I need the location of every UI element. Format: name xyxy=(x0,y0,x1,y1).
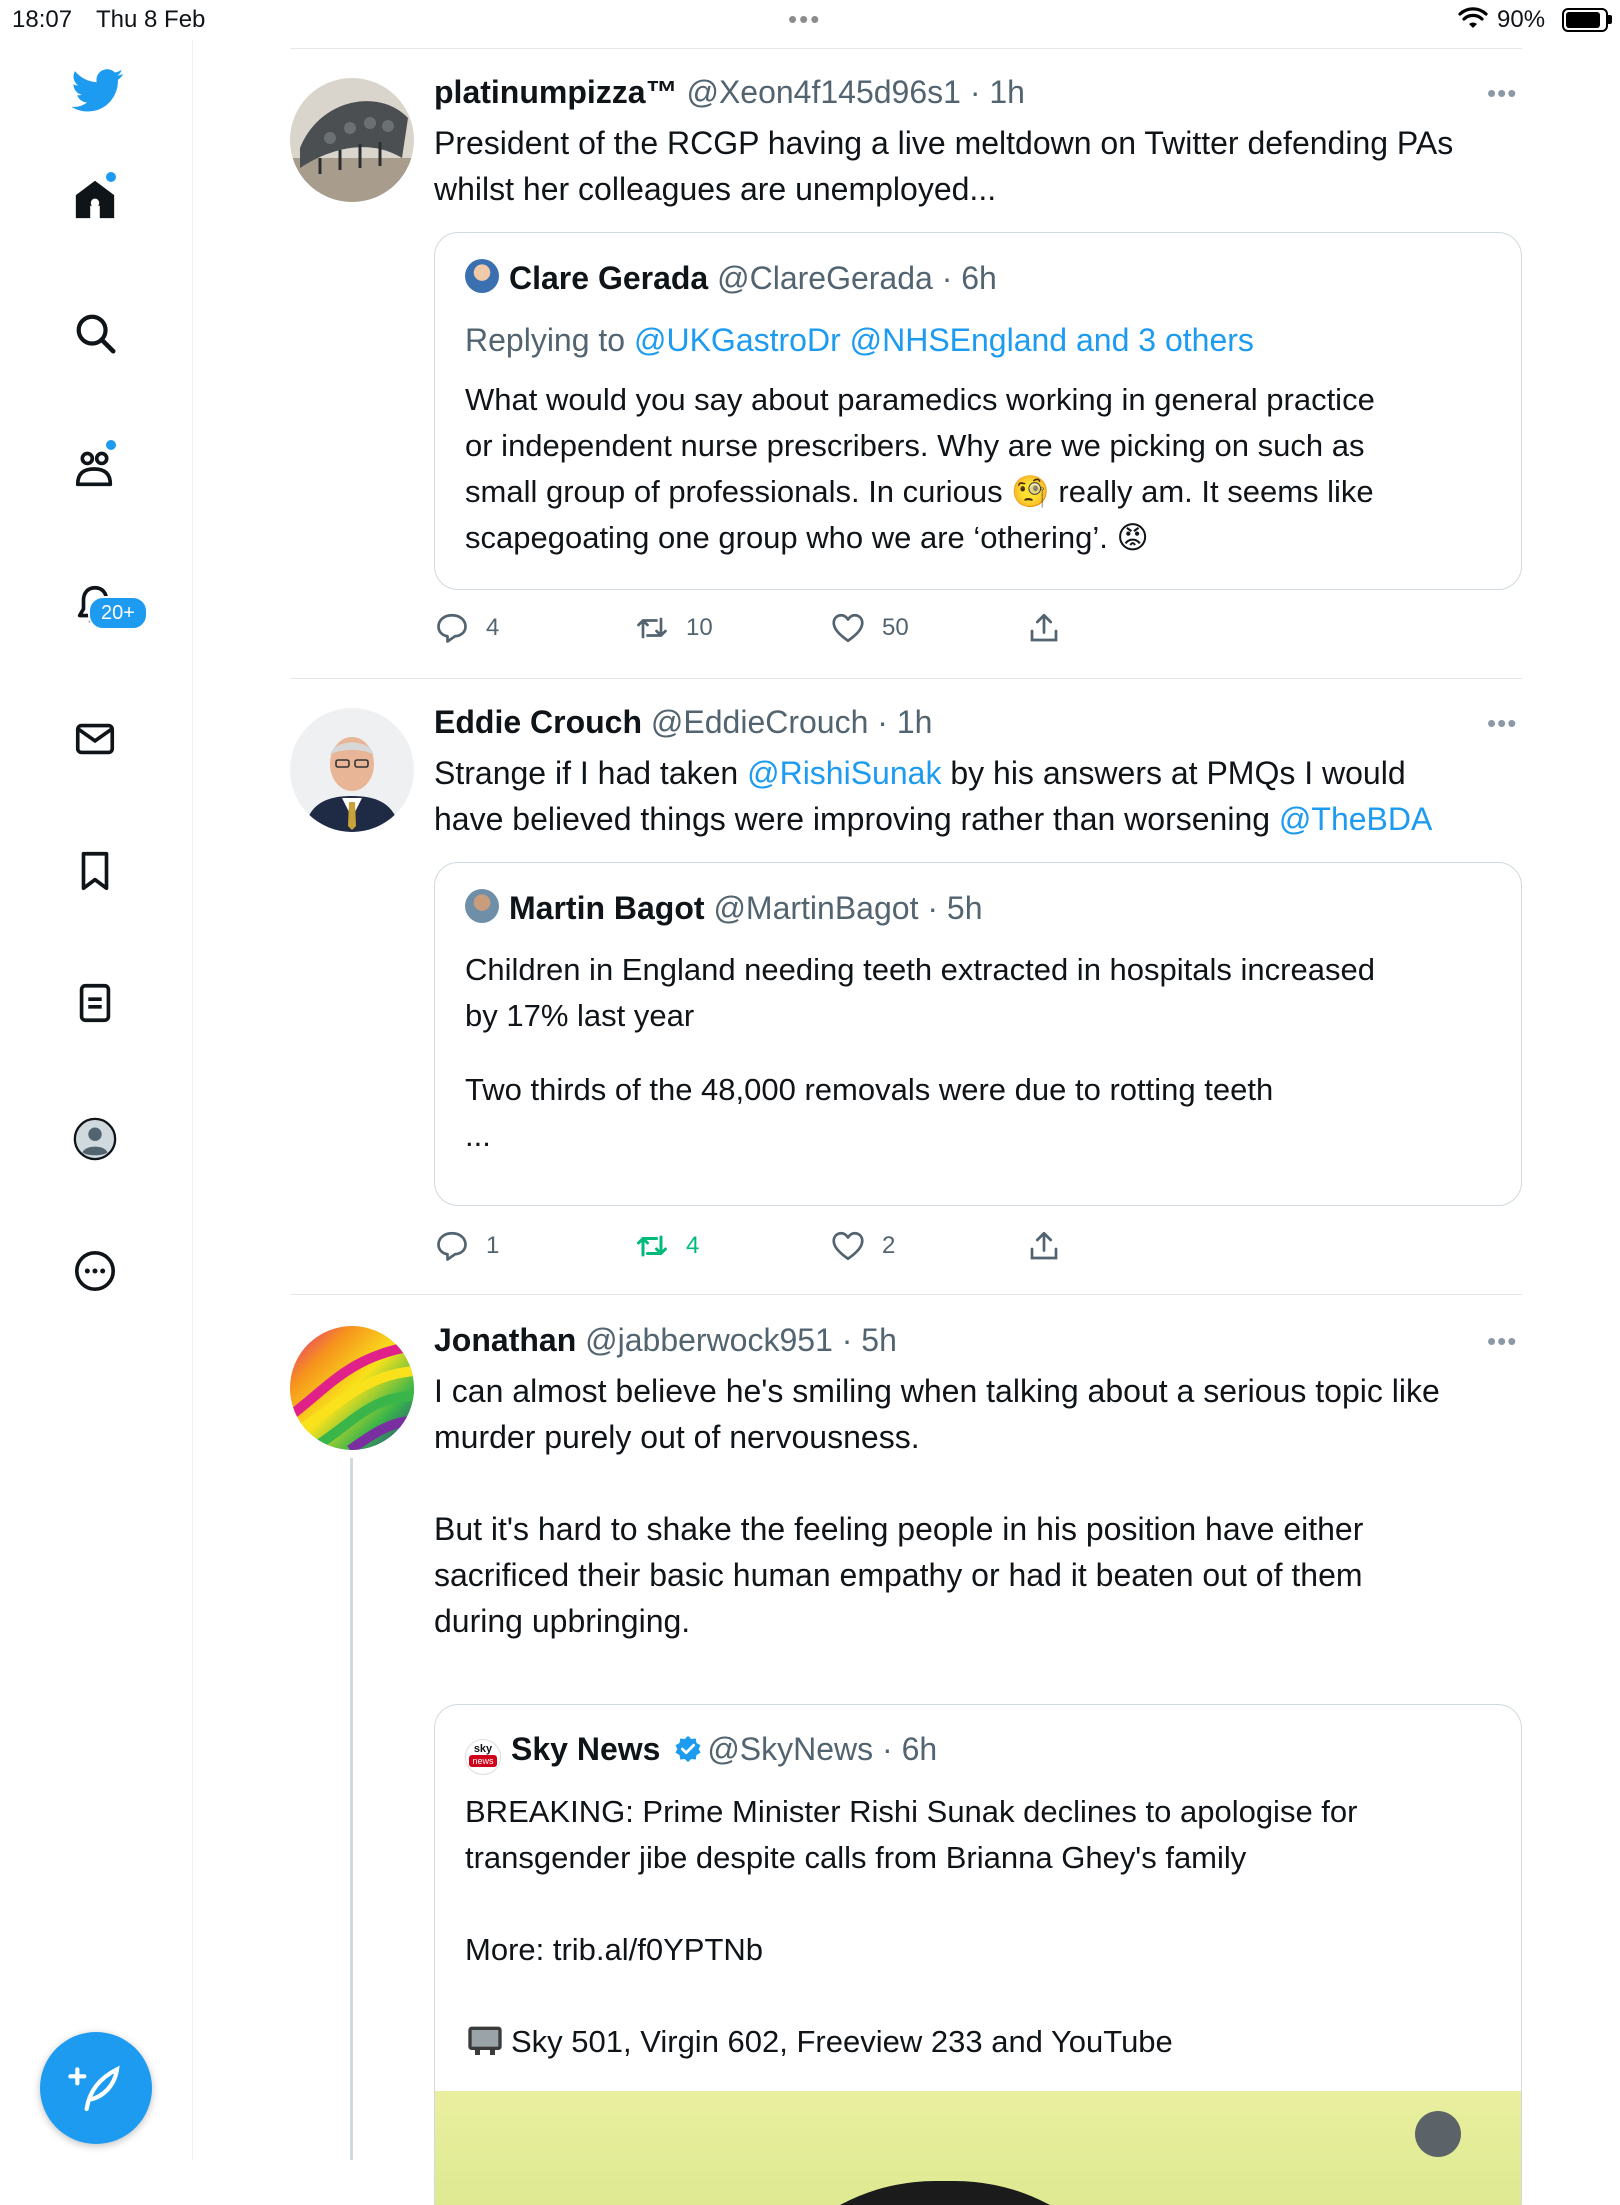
avatar[interactable] xyxy=(290,1326,414,1450)
messages-envelope-icon[interactable] xyxy=(72,716,118,762)
home-icon[interactable] xyxy=(72,176,118,222)
retweet-icon xyxy=(634,1228,670,1264)
reply-icon xyxy=(434,1228,470,1264)
author-handle[interactable]: @EddieCrouch xyxy=(650,704,869,740)
television-icon xyxy=(465,2020,505,2060)
home-unread-dot xyxy=(106,172,116,182)
author-name[interactable]: Eddie Crouch xyxy=(434,704,643,740)
retweet-button[interactable]: 10 xyxy=(634,608,713,648)
sidebar-nav xyxy=(0,40,193,2160)
quoted-tweet[interactable] xyxy=(434,232,1522,590)
tweet-time[interactable]: 5h xyxy=(861,1322,897,1358)
reply-button[interactable]: 1 xyxy=(434,1226,499,1266)
like-button[interactable]: 2 xyxy=(830,1226,895,1266)
tweet-time[interactable]: 1h xyxy=(989,74,1025,110)
share-icon xyxy=(1026,1228,1062,1264)
wifi-icon xyxy=(1458,6,1488,37)
verified-badge-icon xyxy=(673,1734,703,1764)
more-options-circle-icon[interactable] xyxy=(72,1248,118,1294)
tweet-card[interactable] xyxy=(192,40,1522,680)
quote-avatar xyxy=(465,259,499,293)
author-name[interactable]: platinumpizza™ xyxy=(434,74,678,110)
status-bar xyxy=(0,0,1620,40)
quoted-tweet[interactable] xyxy=(434,1704,1522,2205)
like-button[interactable]: 50 xyxy=(830,608,909,648)
tweet-header: Eddie Crouch @EddieCrouch · 1h xyxy=(434,704,933,740)
tweet-more-options-icon[interactable]: ••• xyxy=(1487,78,1518,108)
twitter-bird-logo-icon[interactable] xyxy=(72,64,124,116)
tweet-header: Jonathan @jabberwock951 · 5h xyxy=(434,1322,897,1358)
mention-link[interactable]: @RishiSunak xyxy=(747,755,942,791)
status-time: 18:07 xyxy=(12,6,73,33)
timeline-feed xyxy=(192,40,1522,2160)
tweet-card[interactable] xyxy=(192,1296,1522,2160)
heart-icon xyxy=(830,1228,866,1264)
multitasking-dots-icon[interactable]: ••• xyxy=(788,4,822,34)
quote-header: sky news Sky News @SkyNews · 6h xyxy=(465,1731,937,1771)
author-handle[interactable]: @Xeon4f145d96s1 xyxy=(686,74,961,110)
quote-media-image[interactable] xyxy=(435,2091,1521,2205)
media-figure xyxy=(735,2181,1155,2205)
share-icon xyxy=(1026,610,1062,646)
quote-text: What would you say about paramedics working in general practice or independent nurse prescribers. Why are we picking on such as small group of professionals. In curious 🧐 really am. It seems like scapegoating one group who we are ‘othering’. 😡 xyxy=(465,382,1375,555)
tweet-actions xyxy=(434,608,1334,648)
battery-percent: 90% xyxy=(1497,6,1546,33)
tweet-text: I can almost believe he's smiling when talking about a serious topic like murder purely out of nervousness. But it's hard to shake the feeling people in his position have either sacrificed their basic human empathy or had it beaten out of them during upbringing. xyxy=(434,1373,1440,1639)
share-button[interactable] xyxy=(1026,608,1078,648)
tweet-more-options-icon[interactable]: ••• xyxy=(1487,1326,1518,1356)
tweet-time[interactable]: 1h xyxy=(896,704,933,740)
media-alt-icon[interactable] xyxy=(1415,2111,1461,2157)
notifications-badge: 20+ xyxy=(88,596,148,630)
avatar[interactable] xyxy=(290,708,414,832)
tweet-header: platinumpizza™ @Xeon4f145d96s1 · 1h xyxy=(434,74,1025,110)
quote-header: Clare Gerada @ClareGerada · 6h xyxy=(465,259,997,299)
tweet-actions xyxy=(434,1226,1334,1266)
communities-unread-dot xyxy=(106,440,116,450)
replying-to: Replying to @UKGastroDr @NHSEngland and 3 others xyxy=(465,322,1254,358)
tweet-card[interactable] xyxy=(192,680,1522,1296)
heart-icon xyxy=(830,610,866,646)
quote-header: Martin Bagot @MartinBagot · 5h xyxy=(465,889,982,929)
tweet-more-options-icon[interactable]: ••• xyxy=(1487,708,1518,738)
retweet-button[interactable]: 4 xyxy=(634,1226,699,1266)
quote-text: BREAKING: Prime Minister Rishi Sunak declines to apologise for transgender jibe despite calls from Brianna Ghey's family More: trib.al/f0YPTNb Sky 501, Virgin 602, Freeview 233 and YouTube xyxy=(465,1794,1358,2059)
status-date: Thu 8 Feb xyxy=(96,6,206,33)
compose-tweet-button[interactable] xyxy=(40,2032,152,2144)
quoted-tweet[interactable] xyxy=(434,862,1522,1206)
search-icon[interactable] xyxy=(72,310,118,356)
author-name[interactable]: Jonathan xyxy=(434,1322,577,1358)
mention-link[interactable]: @TheBDA xyxy=(1278,801,1433,837)
communities-icon[interactable] xyxy=(72,446,118,492)
avatar[interactable] xyxy=(290,78,414,202)
compose-feather-icon xyxy=(68,2060,124,2116)
battery-icon xyxy=(1562,8,1608,32)
tweet-text: Strange if I had taken @RishiSunak by his answers at PMQs I would have believed things were improving rather than worsening @TheBDA xyxy=(434,755,1433,837)
thread-line xyxy=(350,1458,353,2160)
share-button[interactable] xyxy=(1026,1226,1078,1266)
lists-icon[interactable] xyxy=(72,980,118,1026)
quote-avatar xyxy=(465,889,499,923)
quote-text: Children in England needing teeth extracted in hospitals increased by 17% last year Two thirds of the 48,000 removals were due to rotting teeth ... xyxy=(465,952,1375,1153)
reply-button[interactable]: 4 xyxy=(434,608,499,648)
sky-news-logo: sky news xyxy=(465,1739,501,1775)
reply-icon xyxy=(434,610,470,646)
profile-avatar-icon[interactable] xyxy=(72,1116,118,1162)
author-handle[interactable]: @jabberwock951 xyxy=(585,1322,833,1358)
retweet-icon xyxy=(634,610,670,646)
tweet-text: President of the RCGP having a live meltdown on Twitter defending PAs whilst her colleagues are unemployed... xyxy=(434,125,1454,207)
bookmarks-icon[interactable] xyxy=(72,848,118,894)
